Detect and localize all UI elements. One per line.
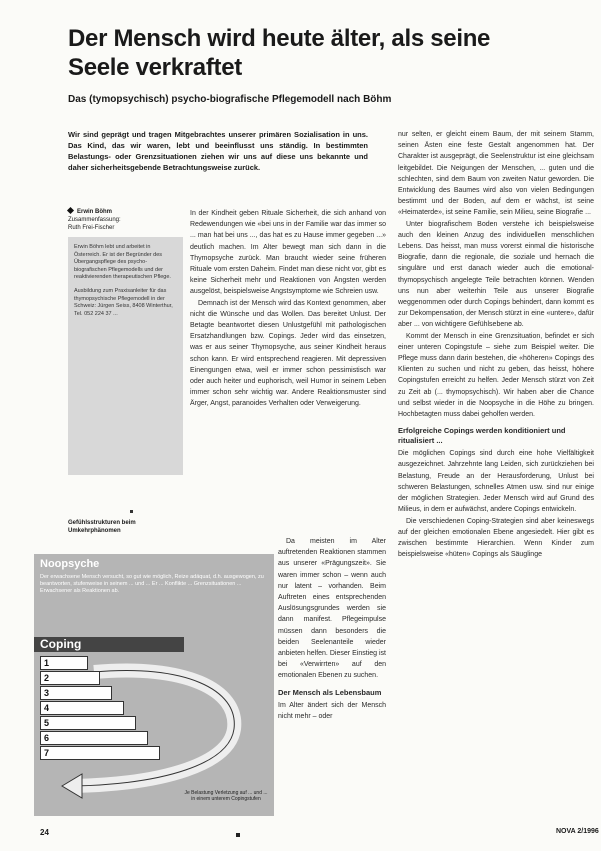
noopsyche-text: Der erwachsene Mensch versucht, so gut wie möglich, Reize adäquat, d.h. ausgewogen, zu beantworten, stufenweise in seinem ... und ... Er ... Konflikte ... Grenzsituationen ... Erwachsener als Reaktionen ab. [40, 574, 264, 595]
diamond-bullet-icon [67, 207, 74, 214]
paragraph: Unter biografischem Boden verstehe ich beispielsweise auch den kleinen Anzug des individuellen menschlichen Lebens. Das heisst, man muss vorerst einmal die historische Biografie, dann die regionale, die soziale und hernach die singuläre und erst danach wieder auch die emotional-thymopsychisch angelegte Teile betrachten können. Wenden uns nun aber weiterhin Teile aus unserer Biografie weggenommen oder durch Copings behindert, dann kommt es zur Dekompensation, der Mensch stürzt in eine «untere», dafür aber ... von wichtigere Gefühlsebene ab. [398, 220, 594, 329]
paragraph: Demnach ist der Mensch wird das Kontext genommen, aber nicht die Wünsche und das Wollen. Das bereitet Unlust. Der Betagte beantwortet diesen Unlustgefühl mit pathologischen Ersatzhandlungen bzw. Copings. Jeder wird das einsetzen, was er aus seiner Thymopsyche, aus seiner Kindheit heraus schon kann. Er wird entsprechend reagieren. Mit depressiven Einengungen etwa, weil er immer schon pessimistisch war oder auch heiter und euphorisch, weil Humor in seinem Leben immer schon sehr wichtig war. Andere Reaktionsmuster sind Ärger, Angst, paranoides Verhalten oder Verweigerung. [190, 299, 386, 408]
author-block [68, 208, 183, 232]
paragraph: nur selten, er gleicht einem Baum, der mit seinem Stamm, seinen Ästen eine feste Gestalt angenommen hat. Der Charakter ist ausgeprägt, die Seelenstruktur ist eine gleichsam leitgebildet. Die Neigungen der Menschen, ... guten und die schlechten, sind dem Baum von zweiten Natur geworden. Die Entwicklung des Baumes wird also von vielen Bedingungen bestimmt und der Boden, auf dem er wächst, ist seine «Heimaterde», ist seine Familie, sein Milieu, seine Biografie ... [398, 131, 594, 217]
author-summary-label: Zusammenfassung: [68, 217, 121, 223]
article-intro: Wir sind geprägt und tragen Mitgebrachtes unserer primären Sozialisation in uns. Das Kind, das wir waren, lebt und beeinflusst uns ständig. In bestimmten Belastungs- oder Grenzsituationen ziehen wir uns auf diese uns bekannte und daher sicherheitsgebende Betrachtungsweise zurück. [68, 130, 368, 172]
photo-caption [68, 510, 178, 535]
footer-dot-icon [236, 833, 240, 837]
author-name: Erwin Böhm [77, 209, 113, 215]
paragraph: Da meisten im Alter auftretenden Reaktionen stammen aus unserer «Prägungszeit». Sie waren immer schon – wenn auch nur latent – vorhanden. Beim Auftreten eines entsprechenden Auslösungsgrundes werden sie dann manifest. Pflegeimpulse müssen dann besonders die beiden Seelenanteile wieder anbieten helfen. Dieser Einstieg ist bei «Verwirrten» auf den emotionalen Ebenen zu suchen. [278, 538, 386, 680]
section-heading: Erfolgreiche Copings werden konditioniert und ritualisiert ... [398, 426, 566, 446]
coping-title: Coping [40, 637, 82, 651]
paragraph: Die möglichen Copings sind durch eine hohe Vielfältigkeit ausgezeichnet. Jahrzehnte lang Leiden, sich zurückziehen bei Belastung, Freude an der Herausforderung, Unlust bei schweren Belastungen, schnelles Atmen usw. sind nur einige der möglichen Strategien. Jeder Mensch wird auf Grund des Milieus, in dem er aufwächst, andere Copings entwickeln. [398, 450, 594, 514]
noopsyche-title: Noopsyche [40, 558, 100, 570]
coping-step-5: 5 [40, 716, 136, 730]
paragraph: Kommt der Mensch in eine Grenzsituation, befindet er sich einer unteren Copingstufe – siehe zum Beispiel weiter. Die Pflege muss dann darin bestehen, die «höheren» Copings des Klienten zu suchen und nicht zu geben, das heisst, höhere Copingstufen erreicht zu helfen. Jeder Mensch stürzt von Zeit zu Zeit ab (... thymopsychisch). Wir haben aber die Chance und selbst wieder in die Noopsyche in die Höhe zu bringen. Hochbetagten muss dabei geholfen werden. [398, 332, 594, 419]
section-heading: Der Mensch als Lebensbaum [278, 687, 382, 697]
column-3 [398, 129, 594, 560]
paragraph: Die verschiedenen Coping-Strategien sind aber keineswegs auf der gleichen emotionalen Ebene angesiedelt. Hier gibt es zwischen bestimmte Hierarchien. Wenn Kinder zum beispielsweise «hüten» Copings als Säuglinge [398, 517, 594, 559]
infobox-training: Ausbildung zum Praxisanleiter für das thymopsychische Pflegemodell in der Schweiz: Jürgen Seiss, 8408 Winterthur, Tel. 052 224 37 ... [74, 287, 173, 317]
article-subtitle: Das (tymopsychisch) psycho-biografische Pflegemodell nach Böhm [68, 94, 392, 105]
coping-step-4: 4 [40, 701, 124, 715]
coping-step-1: 1 [40, 656, 88, 670]
noopsyche-diagram [34, 554, 274, 816]
author-infobox [68, 237, 183, 475]
coping-step-7: 7 [40, 746, 160, 760]
paragraph: In der Kindheit geben Rituale Sicherheit, die sich anhand von Redewendungen wie «bei uns in der Familie war das immer so ... man hat bei uns ..., das hat es zu Hause immer gegeben ...» deutlich machen. Im Alter bewegt man sich dann in die Thymopsyche zurück. Man braucht wieder seine früheren Rituale vom ersten Daheim. Findet man diese nicht vor, gibt es keine Sicherheit mehr und Reaktionen von Ängsten werden ausgelöst, beispielsweise Angstsymptome wie Schreien usw. [190, 210, 386, 296]
diagram-caption: Je Belastung Verletzung auf ... und ... in einem unterem Copingstufen [184, 790, 268, 803]
caption-marker-icon [130, 510, 133, 513]
page-number: 24 [40, 828, 49, 837]
magazine-issue: NOVA 2/1996 [556, 828, 599, 835]
infobox-bio: Erwin Böhm lebt und arbeitet in Österreich. Er ist der Begründer des Übergangspflege des psycho-biografischen Pflegemodells und der reaktivierenden therapeutischen Pflege. [74, 244, 171, 281]
coping-step-3: 3 [40, 686, 112, 700]
coping-step-6: 6 [40, 731, 148, 745]
article-title: Der Mensch wird heute älter, als seine Seele verkraftet [68, 25, 491, 81]
column-2-top [190, 208, 386, 410]
author-summary-name: Ruth Frei-Fischer [68, 225, 115, 231]
column-2-bottom [278, 536, 386, 722]
coping-step-2: 2 [40, 671, 100, 685]
paragraph: Im Alter ändert sich der Mensch nicht mehr – oder [278, 701, 386, 720]
photo-caption-text: Gefühlsstrukturen beim Umkehrphänomen [68, 520, 136, 534]
